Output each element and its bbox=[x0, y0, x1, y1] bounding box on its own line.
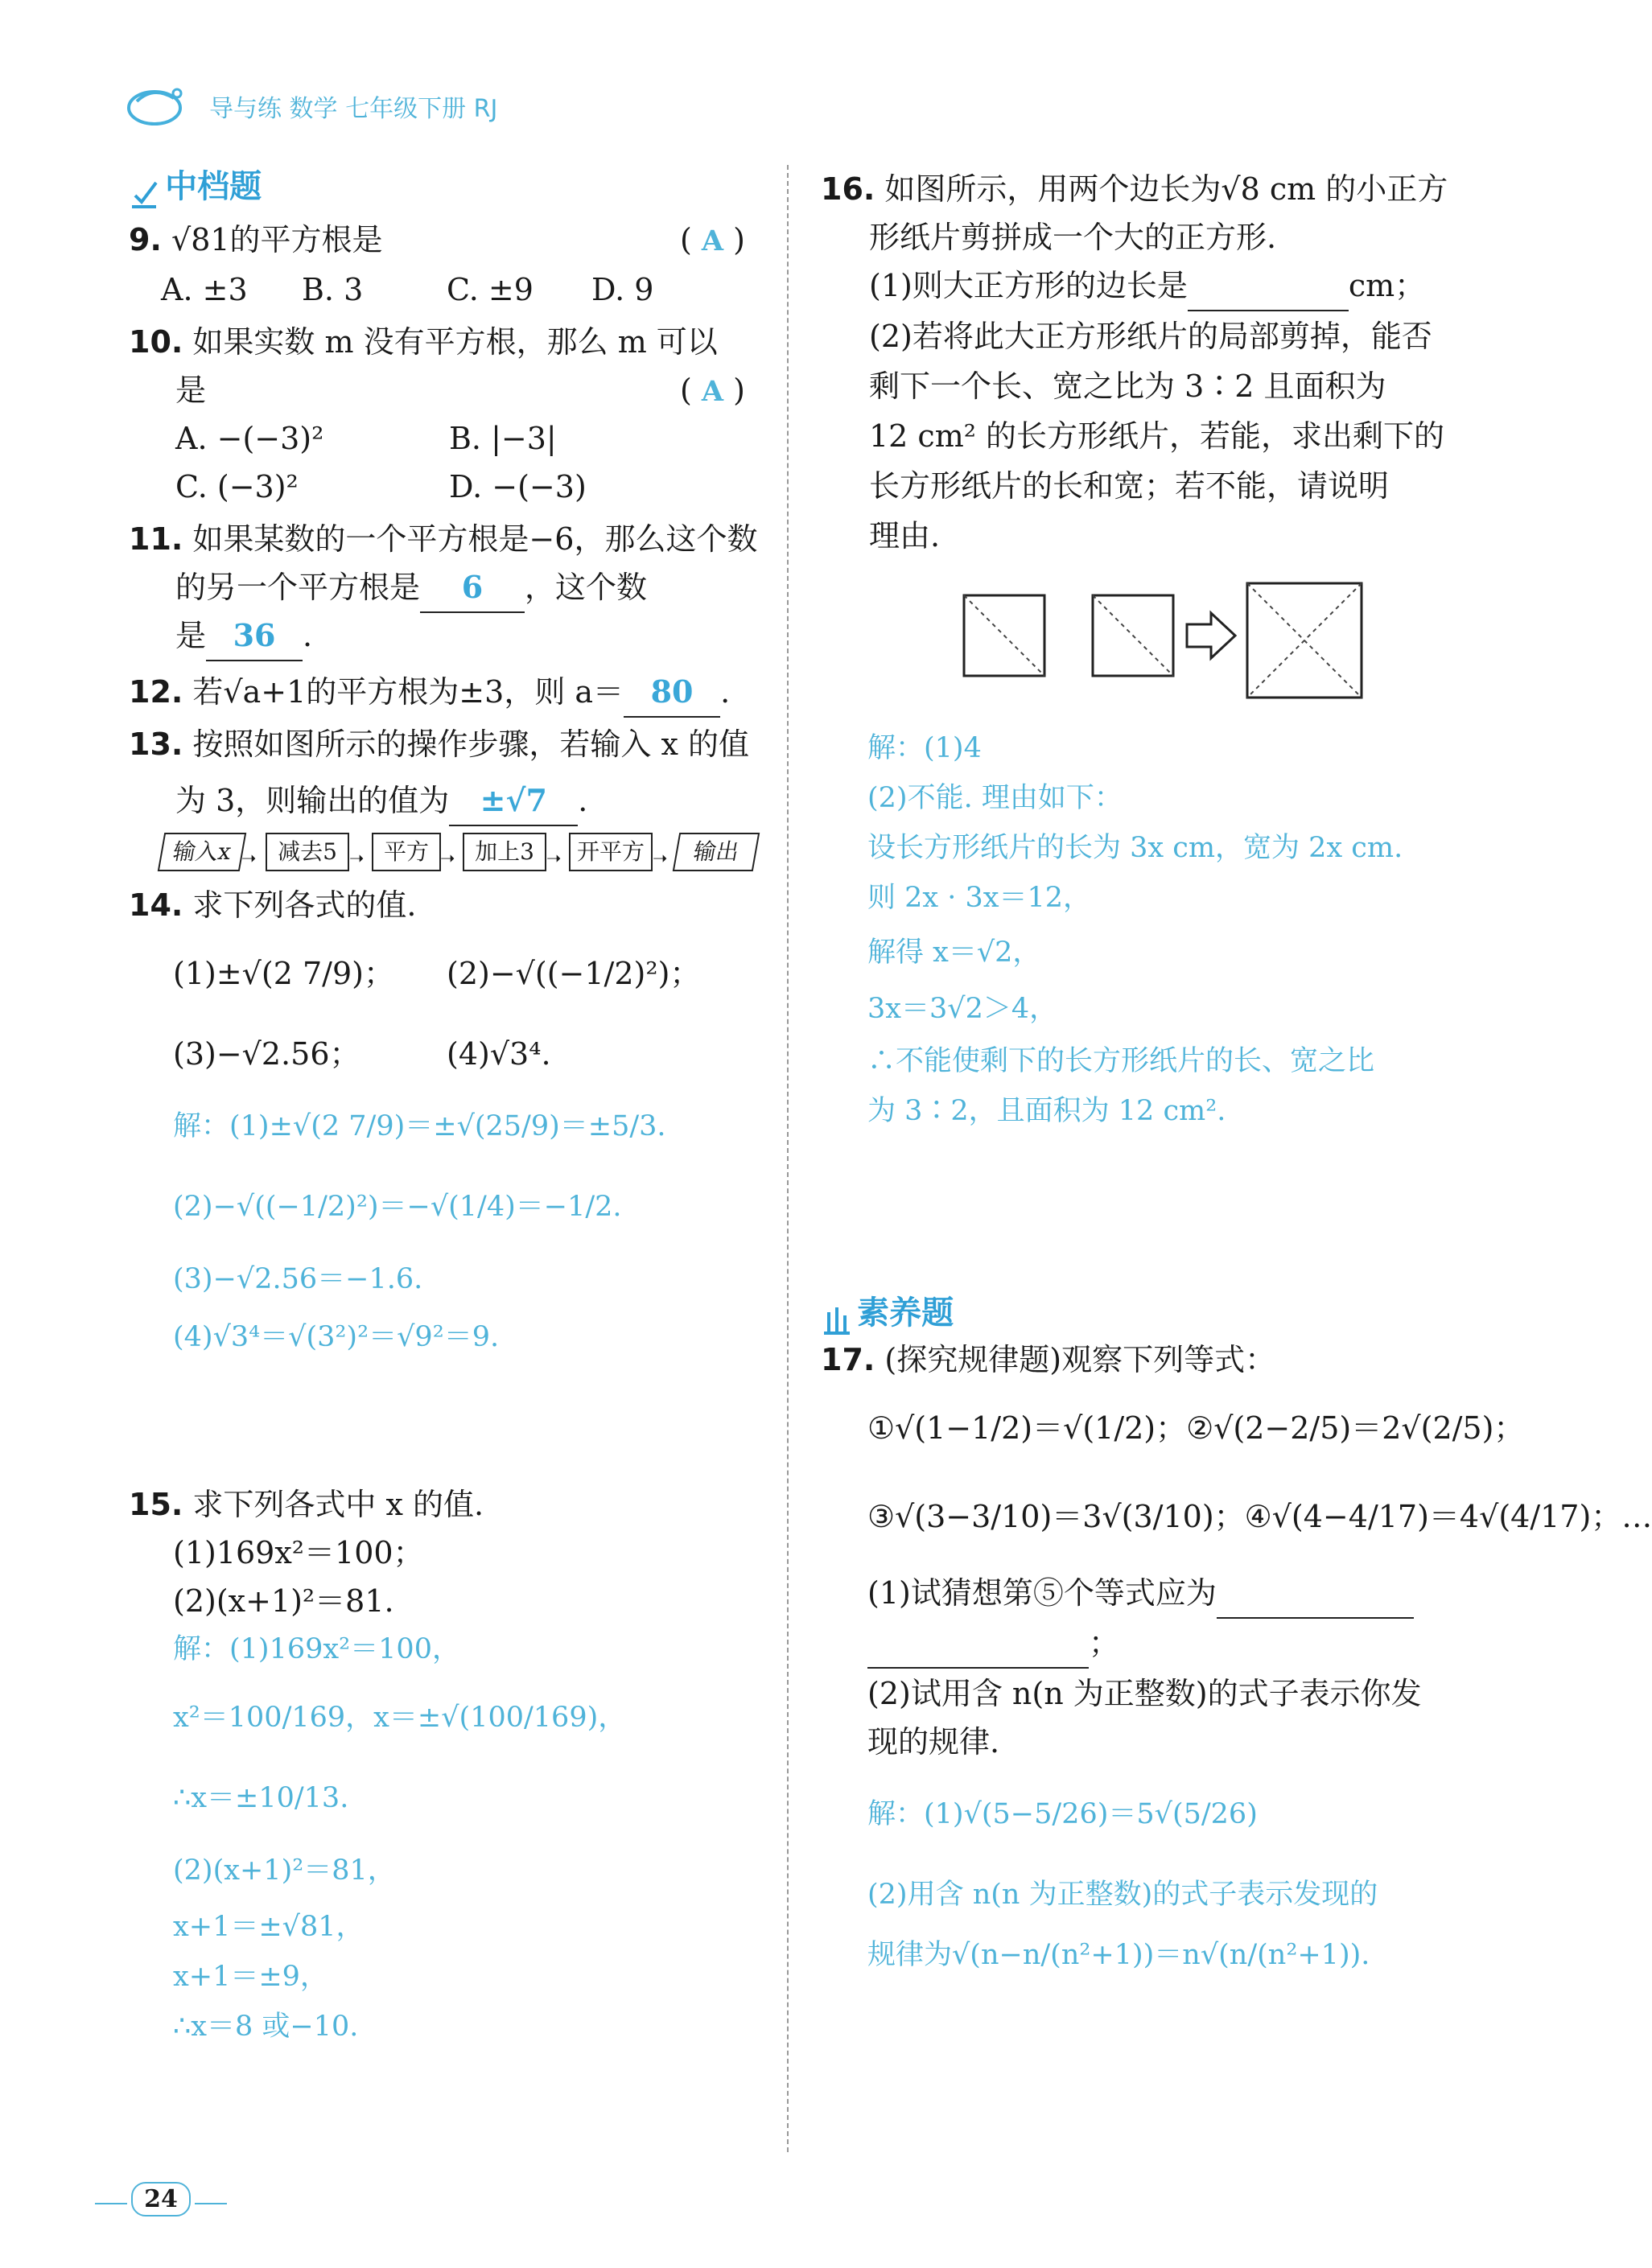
flow-step: 开平方 bbox=[569, 833, 653, 871]
question-17: 17. (探究规律题)观察下列等式： bbox=[821, 1342, 1276, 1377]
flow-step: 输出 bbox=[673, 833, 760, 871]
logo-icon bbox=[121, 80, 193, 129]
section-title: 素养题 bbox=[857, 1295, 954, 1332]
bars-icon bbox=[821, 1304, 853, 1336]
page-number: 24 bbox=[131, 2182, 191, 2217]
question-15: 15. 求下列各式中 x 的值. bbox=[129, 1487, 484, 1522]
section-mid-header bbox=[129, 161, 262, 210]
square-cut-diagram bbox=[958, 579, 1376, 708]
pencil-check-icon bbox=[129, 178, 161, 210]
question-14: 14. 求下列各式的值. bbox=[129, 887, 417, 923]
flow-step: 减去5 bbox=[266, 833, 349, 871]
section-top-header bbox=[821, 1287, 954, 1336]
fill-blank bbox=[867, 1619, 1089, 1669]
answer-bracket: ( A ) bbox=[680, 222, 745, 257]
arrow-icon: ➝ bbox=[653, 849, 668, 869]
fill-blank: 80 bbox=[624, 668, 720, 718]
arrow-icon: ➝ bbox=[440, 849, 455, 869]
question-11: 11. 如果某数的一个平方根是−6，那么这个数 bbox=[129, 521, 758, 557]
fill-blank bbox=[1188, 261, 1349, 311]
answer-bracket: ( A ) bbox=[680, 373, 745, 408]
fill-blank bbox=[1217, 1569, 1414, 1619]
options-grid: A. −(−3)² B. |−3| C. (−3)² D. −(−3) bbox=[175, 421, 587, 504]
question-9: 9. √81的平方根是 bbox=[129, 222, 383, 257]
arrow-icon: ➝ bbox=[349, 849, 365, 869]
header-title: 导与练 数学 七年级下册 RJ bbox=[209, 95, 498, 123]
question-12: 12. 若√a+1的平方根为±3，则 a＝ 80 . bbox=[129, 668, 730, 718]
section-title: 中档题 bbox=[165, 168, 262, 205]
column-divider bbox=[787, 165, 789, 2152]
arrow-icon: ➝ bbox=[241, 849, 257, 869]
question-text: √81的平方根是 bbox=[171, 222, 383, 257]
fill-blank: 6 bbox=[420, 563, 525, 613]
solution-14: 解：(1)±√(2 7/9)＝±√(25/9)＝±5/3. (2)−√((−1/2)²)＝−√(1/4)＝−1/2. (3)−√2.56＝−1.6. (4)√3⁴＝√(3²)²＝√9²＝9. bbox=[173, 1110, 666, 1353]
flow-step: 平方 bbox=[372, 833, 441, 871]
hollow-arrow-icon bbox=[1187, 613, 1235, 658]
fill-blank: ±√7 bbox=[449, 776, 578, 826]
question-10: 10. 如果实数 m 没有平方根，那么 m 可以 bbox=[129, 324, 718, 360]
page-number-footer bbox=[95, 2182, 227, 2217]
arrow-icon: ➝ bbox=[546, 849, 562, 869]
question-13: 13. 按照如图所示的操作步骤，若输入 x 的值 bbox=[129, 727, 750, 762]
solution-15: 解：(1)169x²＝100， x²＝100/169，x＝±√(100/169)， ∴x＝±10/13. (2)(x+1)²＝81， x+1＝±√81， x+1＝±9， ∴x＝8 或−10. bbox=[173, 1633, 627, 2043]
fill-blank: 36 bbox=[206, 611, 303, 661]
question-16: 16. 如图所示，用两个边长为√8 cm 的小正方 bbox=[821, 171, 1448, 207]
solution-17: 解：(1)√(5−5/26)＝5√(5/26) (2)用含 n(n 为正整数)的式子表示发现的 规律为√(n−n/(n²+1))＝n√(n/(n²+1)). bbox=[867, 1798, 1378, 1971]
flow-diagram bbox=[161, 833, 772, 871]
flow-step: 加上3 bbox=[463, 833, 546, 871]
solution-16: 解：(1)4 (2)不能. 理由如下： 设长方形纸片的长为 3x cm，宽为 2x cm. 则 2x · 3x＝12， 解得 x＝√2， 3x＝3√2＞4， ∴不能使剩下的长方形纸片的长、宽之比 为 3∶2，且面积为 12 cm². bbox=[867, 732, 1403, 1127]
flow-step: 输入x bbox=[158, 833, 246, 871]
